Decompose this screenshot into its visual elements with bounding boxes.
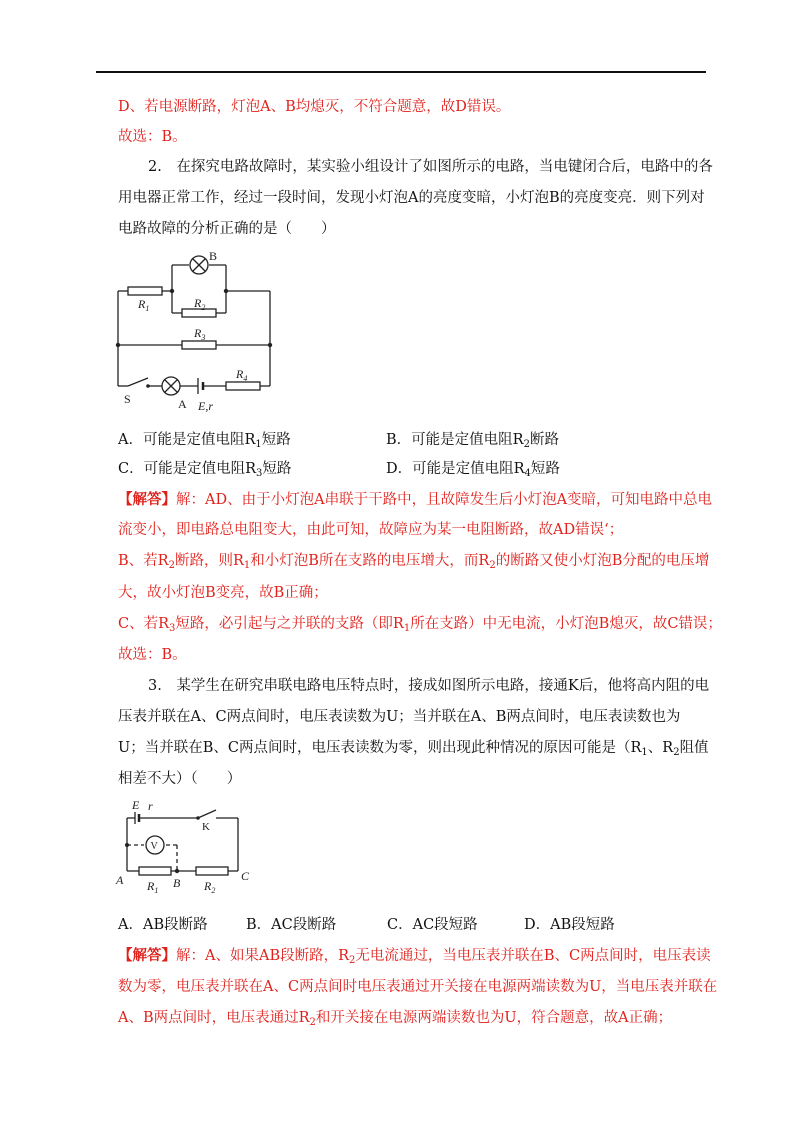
prev-option-d-analysis: D、若电源断路，灯泡A、B均熄灭，不符合题意，故D错误。 [118, 99, 511, 115]
q2-option-c: C．可能是定值电阻$R_3$短路 [118, 461, 292, 479]
q2-answer: 故选：B。 [118, 647, 187, 663]
svg-text:R2 [193, 296, 205, 312]
q2-solution-line5: C、若$R_3$短路，必引起与之并联的支路（即$R_1$所在支路）中无电流，小灯泡B熄灭，故C错误； [118, 616, 722, 634]
q3-solution-line1: 【解答】解：A、如果AB段断路，$R_2$无电流通过，当电压表并联在B、C两点间时，电压表读 [118, 947, 711, 966]
q2-solution-line4: 大，故小灯泡B变亮，故B正确； [118, 585, 328, 601]
q2-label-r4: R [236, 367, 244, 381]
q2-stem-line2: 用电器正常工作，经过一段时间，发现小灯泡A的亮度变暗，小灯泡B的亮度变亮．则下列对 [118, 190, 705, 206]
q3-option-c: C．AC段短路 [387, 917, 478, 933]
q2-label-bulb-a: A [178, 397, 187, 411]
header-rule [96, 71, 706, 73]
q2-label-source-er: E,r [198, 399, 213, 413]
q3-stem-line3: U；当并联在B、C两点间时，电压表读数为零，则出现此种情况的原因可能是（$R_1$、$R_2$阻值 [118, 740, 709, 758]
q3-label-r1: R [147, 879, 155, 893]
q3-label-a: A [116, 873, 124, 887]
q3-circuit-diagram [112, 798, 262, 896]
q2-label-r2: R [194, 296, 202, 310]
q2-solution-tag: 【解答】 [118, 491, 176, 508]
q2-stem-line3: 电路故障的分析正确的是（ ） [118, 221, 336, 237]
q3-option-b: B．AC段断路 [246, 917, 337, 933]
svg-text:R1 [137, 297, 149, 313]
q2-label-bulb-b: B [209, 249, 218, 263]
q2-option-b: B．可能是定值电阻$R_2$断路 [386, 432, 559, 450]
svg-text:R2 [203, 879, 215, 895]
q3-stem-line4: 相差不大）（ ） [118, 771, 242, 787]
q3-label-r1-sub: 1 [154, 886, 159, 895]
q2-solution-line1: 【解答】解：AD、由于小灯泡A串联于干路中，且故障发生后小灯泡A变暗，可知电路中总电 [118, 491, 713, 508]
q2-label-switch-s: S [124, 392, 131, 406]
q2-solution-line3: B、若$R_2$断路，则$R_1$和小灯泡B所在支路的电压增大，而$R_2$的断路又使小灯泡B分配的电压增 [118, 553, 710, 571]
q2-label-r1-sub: 1 [145, 304, 150, 313]
q3-option-d: D．AB段短路 [524, 917, 615, 933]
q3-label-e: E [132, 798, 140, 812]
q2-label-r3-sub: 3 [201, 333, 206, 342]
q3-label-k: K [202, 821, 210, 833]
q3-label-c: C [241, 869, 250, 883]
q3-solution-line3: A、B两点间时，电压表通过$R_2$和开关接在电源两端读数也为U，符合题意，故A正确； [118, 1010, 673, 1028]
svg-text:R1 [146, 879, 158, 895]
q2-solution-line2: 流变小，即电路总电阻变大，由此可知，故障应为某一电阻断路，故AD错误‘； [118, 522, 624, 538]
q2-option-a: A．可能是定值电阻$R_1$短路 [118, 432, 291, 450]
q3-stem-line1: 3. 某学生在研究串联电路电压特点时，接成如图所示电路，接通K后，他将高内阻的电 [148, 678, 710, 694]
q3-label-r: r [148, 799, 153, 813]
svg-text:R3 [193, 326, 205, 342]
q3-solution-line2: 数为零，电压表并联在A、C两点间时电压表通过开关接在电源两端读数为U，当电压表并联在 [118, 979, 718, 995]
q3-label-r2: R [204, 879, 212, 893]
q2-stem-line1: 2. 在探究电路故障时，某实验小组设计了如图所示的电路，当电键闭合后，电路中的各 [148, 159, 713, 175]
prev-answer: 故选：B。 [118, 129, 187, 145]
q3-voltmeter-icon: V [150, 841, 158, 852]
q2-label-r3: R [194, 326, 202, 340]
q2-option-d: D．可能是定值电阻$R_4$短路 [386, 461, 560, 479]
q2-label-r4-sub: 4 [243, 374, 248, 383]
svg-text:R4 [235, 367, 247, 383]
q3-solution-tag: 【解答】 [118, 947, 176, 964]
q2-label-r1: R [138, 297, 146, 311]
q3-label-r2-sub: 2 [211, 886, 216, 895]
q2-circuit-diagram [110, 248, 285, 416]
q2-label-r2-sub: 2 [201, 303, 206, 312]
q3-stem-line2: 压表并联在A、C两点间时，电压表读数为U；当并联在A、B两点间时，电压表读数也为 [118, 709, 681, 725]
q3-label-b: B [173, 876, 181, 890]
q3-option-a: A．AB段断路 [118, 917, 208, 933]
